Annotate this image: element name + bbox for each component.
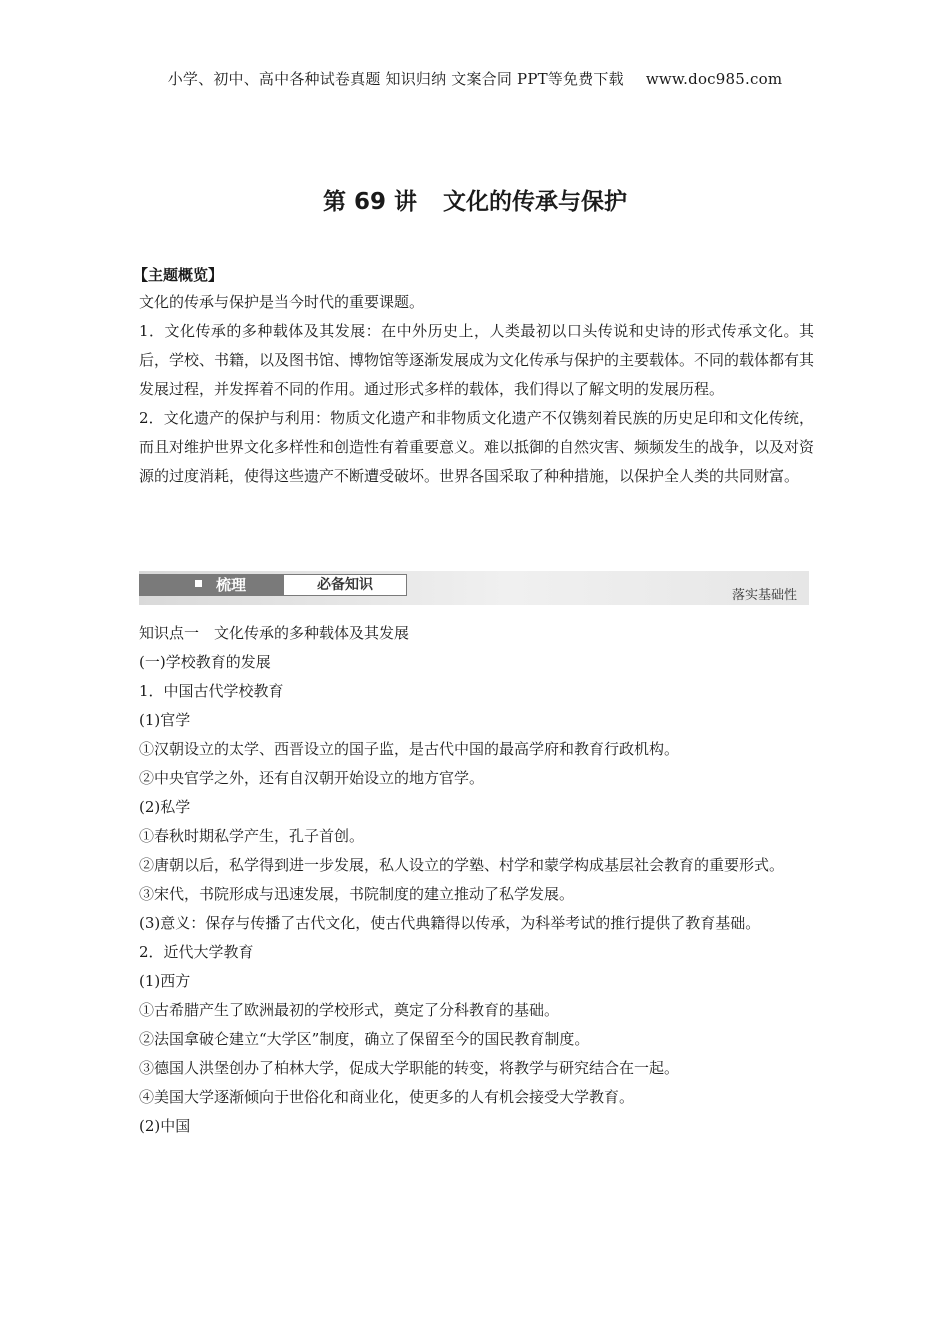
list-item: ①春秋时期私学产生，孔子首创。 — [139, 827, 365, 845]
header-url[interactable]: www.doc985.com — [645, 70, 783, 88]
square-bullet-icon — [195, 580, 202, 587]
item-heading: (1)西方 — [139, 972, 191, 990]
list-item: ③德国人洪堡创办了柏林大学，促成大学职能的转变，将教学与研究结合在一起。 — [139, 1059, 680, 1077]
header-text: 小学、初中、高中各种试卷真题 知识归纳 文案合同 PPT等免费下载 — [167, 70, 624, 88]
banner-right-label: 落实基础性 — [731, 588, 797, 603]
overview-paragraph: 2．文化遗产的保护与利用：物质文化遗产和非物质文化遗产不仅镌刻着民族的历史足印和文化传统，而且对维护世界文化多样性和创造性有着重要意义。难以抵御的自然灾害、频频发生的战争，以及对资源的过度消耗，使得这些遗产不断遭受破坏。世界各国采取了种种措施，以保护全人类的共同财富。 — [139, 409, 815, 485]
list-item: ②唐朝以后，私学得到进一步发展，私人设立的学塾、村学和蒙学构成基层社会教育的重要形式。 — [139, 856, 785, 874]
item-heading: (1)官学 — [139, 711, 191, 729]
page-title — [0, 183, 950, 216]
knowledge-content — [139, 619, 814, 1141]
overview-paragraph: 1．文化传承的多种载体及其发展：在中外历史上，人类最初以口头传说和史诗的形式传承文化。其后，学校、书籍，以及图书馆、博物馆等逐渐发展成为文化传承与保护的主要载体。不同的载体都有其发展过程，并发挥着不同的作用。通过形式多样的载体，我们得以了解文明的发展历程。 — [139, 322, 815, 398]
item-heading: (2)私学 — [139, 798, 191, 816]
item-heading: (2)中国 — [139, 1117, 191, 1135]
knowledge-point-heading: 知识点一 文化传承的多种载体及其发展 — [139, 624, 410, 642]
overview-paragraph: 文化的传承与保护是当今时代的重要课题。 — [139, 293, 425, 311]
subsection-heading: 1．中国古代学校教育 — [139, 682, 284, 700]
page-header — [0, 68, 950, 89]
title-topic: 文化的传承与保护 — [443, 189, 628, 215]
subsection-heading: 2．近代大学教育 — [139, 943, 254, 961]
banner-white-tab: 必备知识 — [283, 574, 407, 596]
overview-label: 【主题概览】 — [133, 266, 224, 284]
section-banner — [139, 571, 809, 605]
overview-section — [133, 262, 815, 491]
list-item: ③宋代，书院形成与迅速发展，书院制度的建立推动了私学发展。 — [139, 885, 575, 903]
list-item: (3)意义：保存与传播了古代文化，使古代典籍得以传承，为科举考试的推行提供了教育基础。 — [139, 914, 761, 932]
list-item: ④美国大学逐渐倾向于世俗化和商业化，使更多的人有机会接受大学教育。 — [139, 1088, 635, 1106]
title-lecture: 第 69 讲 — [322, 189, 418, 215]
list-item: ①古希腊产生了欧洲最初的学校形式，奠定了分科教育的基础。 — [139, 1001, 560, 1019]
list-item: ①汉朝设立的太学、西晋设立的国子监，是古代中国的最高学府和教育行政机构。 — [139, 740, 680, 758]
section-heading: (一)学校教育的发展 — [139, 653, 271, 671]
banner-dark-tab — [139, 574, 283, 596]
list-item: ②中央官学之外，还有自汉朝开始设立的地方官学。 — [139, 769, 485, 787]
list-item: ②法国拿破仑建立“大学区”制度，确立了保留至今的国民教育制度。 — [139, 1030, 590, 1048]
banner-dark-label: 梳理 — [216, 576, 247, 594]
